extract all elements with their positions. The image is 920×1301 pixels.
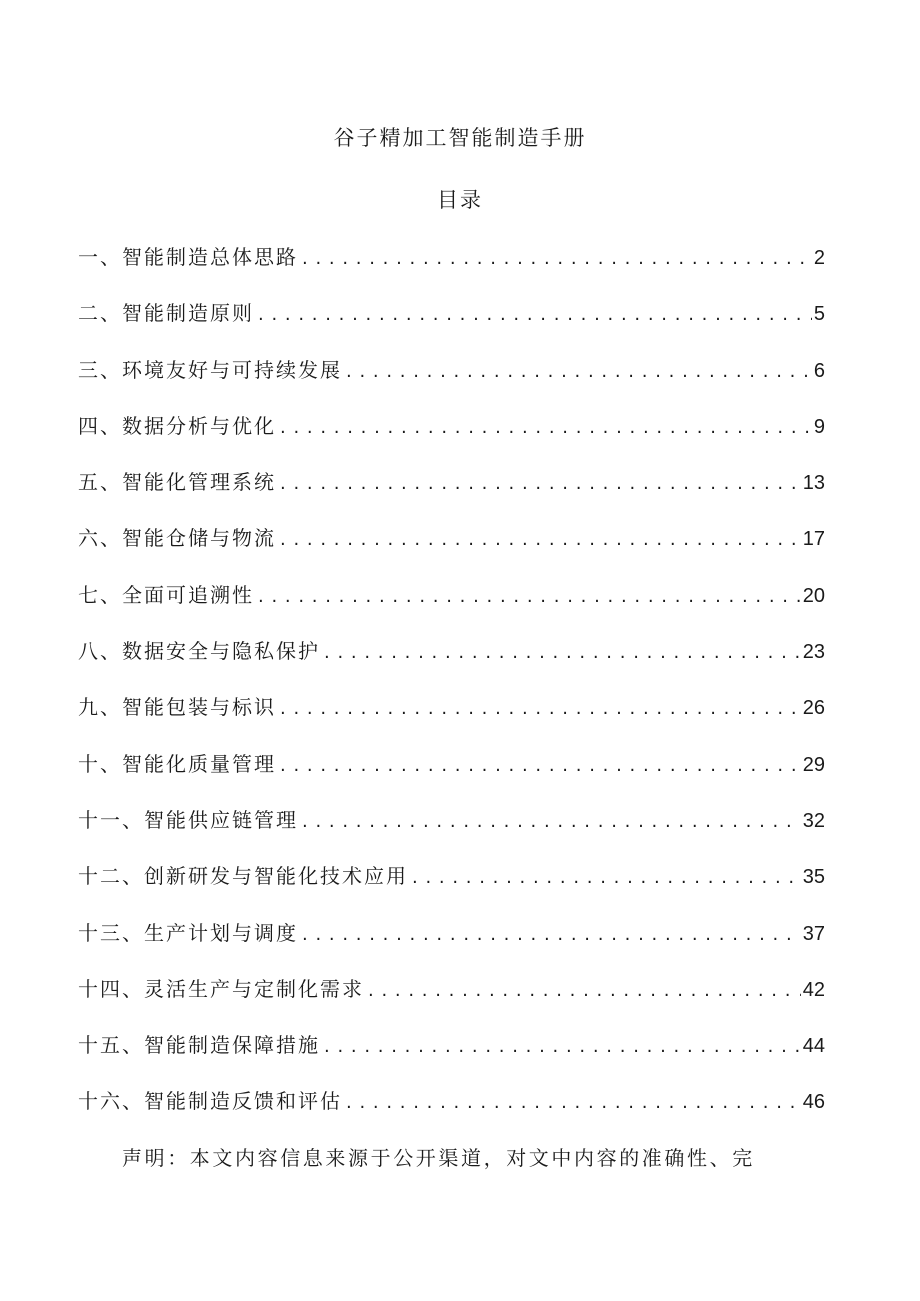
toc-entry-label: 二、智能制造原则: [78, 301, 254, 326]
toc-entry-page: 9: [813, 415, 825, 438]
toc-dot-leader: [346, 1087, 801, 1119]
disclaimer-text: 声明：本文内容信息来源于公开渠道，对文中内容的准确性、完: [122, 1146, 755, 1170]
toc-entry-label: 十六、智能制造反馈和评估: [78, 1089, 342, 1114]
toc-entry[interactable]: [78, 917, 825, 973]
toc-entry-label: 四、数据分析与优化: [78, 413, 276, 438]
toc-entry[interactable]: [78, 241, 825, 297]
toc-entry-label: 五、智能化管理系统: [78, 470, 276, 495]
toc-entry-page: 35: [802, 866, 825, 889]
toc-entry[interactable]: [78, 297, 825, 353]
toc-entry[interactable]: [78, 1085, 825, 1141]
toc-entry[interactable]: [78, 522, 825, 578]
toc-entry-label: 七、全面可追溯性: [78, 582, 254, 607]
toc-entry-label: 六、智能仓储与物流: [78, 526, 276, 551]
toc-entry[interactable]: [78, 973, 825, 1029]
toc-dot-leader: [258, 581, 801, 613]
toc-dot-leader: [302, 919, 801, 951]
toc-entry[interactable]: [78, 748, 825, 804]
toc-entry-page: 5: [813, 303, 825, 326]
toc-entry-page: 17: [802, 528, 825, 551]
toc-dot-leader: [346, 356, 812, 388]
document-title: 谷子精加工智能制造手册: [333, 126, 587, 150]
toc-entry-page: 13: [802, 472, 825, 495]
table-of-contents: [78, 241, 825, 1142]
toc-entry[interactable]: [78, 691, 825, 747]
toc-entry-label: 十二、创新研发与智能化技术应用: [78, 864, 408, 889]
toc-entry-label: 十四、灵活生产与定制化需求: [78, 976, 364, 1001]
toc-entry[interactable]: [78, 354, 825, 410]
toc-entry[interactable]: [78, 635, 825, 691]
toc-entry-page: 46: [802, 1091, 825, 1114]
toc-entry-page: 2: [813, 247, 825, 269]
toc-entry-page: 42: [802, 978, 825, 1001]
toc-entry[interactable]: [78, 410, 825, 466]
toc-entry-page: 23: [802, 641, 825, 664]
toc-entry[interactable]: [78, 579, 825, 635]
toc-entry-page: 29: [802, 753, 825, 776]
toc-entry-label: 九、智能包装与标识: [78, 695, 276, 720]
toc-dot-leader: [280, 693, 801, 725]
toc-entry-page: 32: [802, 809, 825, 832]
toc-entry-label: 十、智能化质量管理: [78, 751, 276, 776]
toc-dot-leader: [280, 524, 801, 556]
toc-entry[interactable]: [78, 1029, 825, 1085]
toc-entry[interactable]: [78, 860, 825, 916]
toc-entry-page: 26: [802, 697, 825, 720]
toc-entry-label: 十一、智能供应链管理: [78, 807, 298, 832]
toc-dot-leader: [412, 862, 801, 894]
toc-dot-leader: [368, 975, 801, 1007]
toc-dot-leader: [324, 1031, 801, 1063]
toc-entry-label: 八、数据安全与隐私保护: [78, 639, 320, 664]
toc-entry-page: 20: [802, 584, 825, 607]
toc-entry-label: 三、环境友好与可持续发展: [78, 357, 342, 382]
toc-dot-leader: [324, 637, 801, 669]
toc-entry-label: 十五、智能制造保障措施: [78, 1033, 320, 1058]
toc-dot-leader: [280, 750, 801, 782]
toc-entry[interactable]: [78, 466, 825, 522]
toc-entry-page: 44: [802, 1035, 825, 1058]
toc-dot-leader: [302, 806, 801, 838]
toc-entry-page: 6: [813, 359, 825, 382]
toc-heading: 目录: [437, 188, 483, 212]
toc-dot-leader: [258, 299, 812, 331]
toc-entry-page: 37: [802, 922, 825, 945]
toc-entry-label: 十三、生产计划与调度: [78, 920, 298, 945]
toc-entry[interactable]: [78, 804, 825, 860]
toc-entry-label: 一、智能制造总体思路: [78, 245, 298, 269]
toc-dot-leader: [280, 412, 812, 444]
toc-dot-leader: [302, 243, 812, 275]
toc-dot-leader: [280, 468, 801, 500]
